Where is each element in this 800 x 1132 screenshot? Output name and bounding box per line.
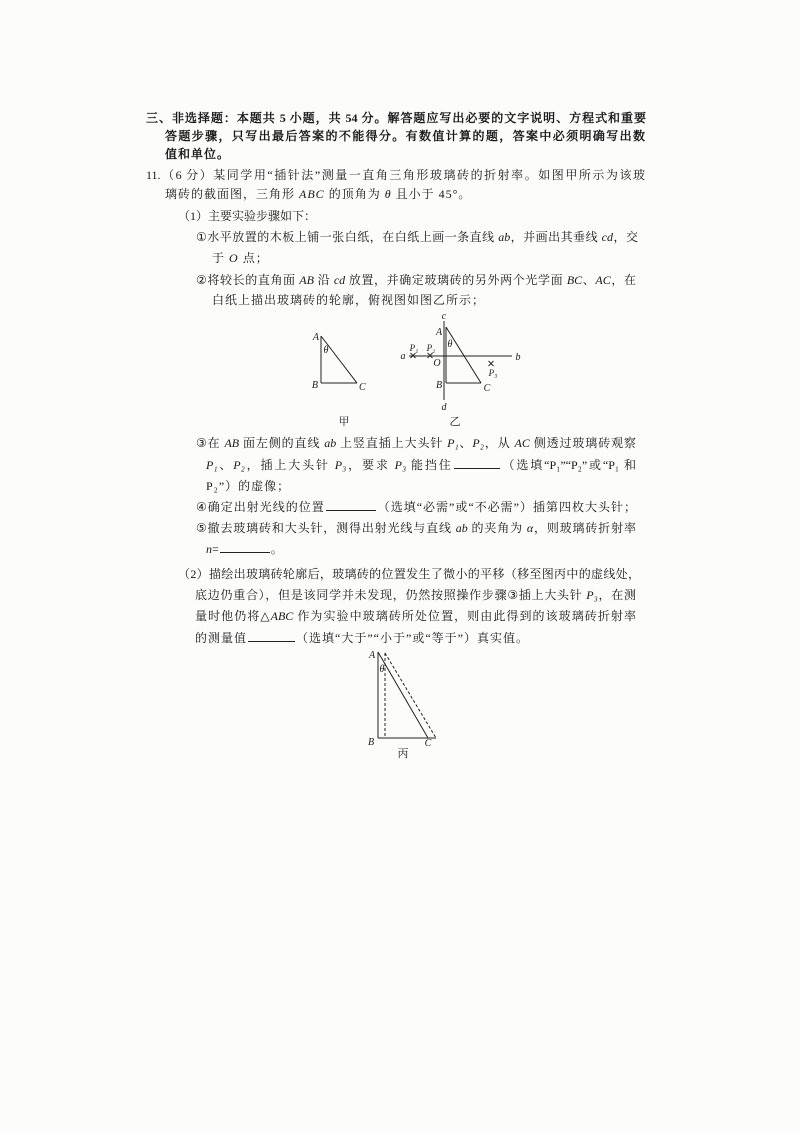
label-theta: θ xyxy=(323,345,329,356)
section-instructions-line-2: 答题步骤，只写出最后答案的不能得分。有数值计算的题，答案中必须明确写出数 xyxy=(165,129,645,143)
math-var-abc: ABC xyxy=(299,187,325,201)
step-1-line-1 xyxy=(196,228,638,246)
label-c: C xyxy=(424,738,432,749)
step-text: ，则玻璃砖折射率 xyxy=(533,521,636,535)
step-text: 上竖直插上大头针 xyxy=(336,436,448,450)
label-vertex-c: C xyxy=(483,383,491,394)
step-5-line-2 xyxy=(206,540,283,558)
step-text: 侧透过玻璃砖观察 xyxy=(529,436,636,450)
part-2-line-3 xyxy=(195,607,636,625)
math-var-cd: cd xyxy=(601,230,613,244)
step-text: 能挡住 xyxy=(406,458,453,472)
step-1-line-2 xyxy=(212,249,269,267)
label-c: C xyxy=(359,382,366,393)
step-text: ④确定出射光线的位置 xyxy=(196,500,325,514)
math-var-p3: P₃ xyxy=(586,588,598,602)
math-var-p1: P₁ xyxy=(206,458,218,472)
step-text: 于 xyxy=(212,251,230,265)
label-a: A xyxy=(312,332,319,343)
step-text: 沿 xyxy=(313,273,334,287)
label-p3: P₃ xyxy=(488,368,498,378)
step-text: 。 xyxy=(270,542,283,556)
part-text: 作为实验中玻璃砖所处位置，则由此得到的该玻璃砖折射率 xyxy=(293,609,636,623)
equals-sign: = xyxy=(212,542,219,556)
step-text: 面左侧的直线 xyxy=(239,436,325,450)
math-var-ab: ab xyxy=(455,521,468,535)
label-b: B xyxy=(311,380,318,391)
step-text: ①水平放置的木板上铺一张白纸，在白纸上画一条直线 xyxy=(196,230,499,244)
math-var-p3: P₃ xyxy=(334,458,347,472)
section-instructions-line-3: 值和单位。 xyxy=(165,147,231,161)
question-stem-line-1: 11.（6 分）某同学用“插针法”测量一直角三角形玻璃砖的折射率。如图甲所示为该玻 xyxy=(146,168,645,182)
pin-marker-p3 xyxy=(489,361,494,366)
label-vertex-b: B xyxy=(435,380,443,391)
math-var-p1: P₁ xyxy=(447,436,459,450)
label-a: A xyxy=(368,650,376,661)
step-3-line-2 xyxy=(206,456,636,474)
math-var-cd: cd xyxy=(333,273,346,287)
math-var-ab: ab xyxy=(324,436,337,450)
step-text: ，交 xyxy=(613,230,638,244)
stem-text: 璃砖的截面图，三角形 xyxy=(165,187,300,201)
figure-caption: 丙 xyxy=(397,747,409,760)
step-text: ，插上大头针 xyxy=(244,458,335,472)
label-b: B xyxy=(367,737,375,748)
part-1-heading: （1）主要实验步骤如下： xyxy=(178,209,317,223)
section-instructions-line-1: 三、非选择题：本题共 5 小题，共 54 分。解答题应写出必要的文字说明、方程式和重要 xyxy=(146,111,646,125)
label-p2: P₂ xyxy=(426,343,436,353)
label-theta: θ xyxy=(447,339,453,350)
math-var-o: O xyxy=(229,251,239,265)
edge-ac xyxy=(446,327,481,383)
stem-text: 且小于 45°。 xyxy=(391,187,472,201)
part-text: ，在测 xyxy=(597,588,636,602)
part-text: 量时他仍将△ xyxy=(195,609,271,623)
answer-blank xyxy=(454,457,500,469)
step-text: ，并画出其垂线 xyxy=(510,230,602,244)
step-text: 、 xyxy=(217,458,234,472)
step-text: 点； xyxy=(238,251,269,265)
answer-blank xyxy=(326,499,376,511)
part-text: 的测量值 xyxy=(195,631,248,645)
math-var-abc: ABC xyxy=(270,609,294,623)
figure-caption: 乙 xyxy=(449,415,461,428)
edge-ac xyxy=(321,336,357,383)
part-2-line-1: （2）描绘出玻璃砖轮廓后，玻璃砖的位置发生了微小的平移（移至图丙中的虚线处， xyxy=(178,567,640,581)
label-p1: P₁ xyxy=(409,343,419,353)
figure-caption: 甲 xyxy=(338,415,350,428)
math-var-alpha: α xyxy=(526,521,534,535)
step-2-line-1 xyxy=(196,271,636,289)
step-5-line-1 xyxy=(196,519,636,537)
part-text: （选填“大于”“小于”或“等于”）真实值。 xyxy=(296,631,529,645)
label-o: O xyxy=(433,358,441,369)
math-var-p2: P₂ xyxy=(233,458,245,472)
math-var-ab: ab xyxy=(498,230,511,244)
answer-blank xyxy=(220,541,270,553)
label-vertex-a: A xyxy=(435,327,443,338)
label-theta: θ xyxy=(379,664,385,675)
math-var-ab-face: AB xyxy=(299,273,314,287)
stem-text: 的顶角为 xyxy=(324,187,385,201)
figure-yi-top-view xyxy=(395,305,530,430)
step-3-line-1 xyxy=(196,434,636,452)
step-text: 的夹角为 xyxy=(467,521,527,535)
step-text: ，从 xyxy=(483,436,515,450)
step-4-line-1 xyxy=(196,498,636,516)
label-a-end: a xyxy=(400,351,406,362)
math-var-theta: θ xyxy=(384,187,392,201)
step-text: ，在 xyxy=(610,273,636,287)
step-2-line-2: 白纸上描出玻璃砖的轮廓，俯视图如图乙所示； xyxy=(212,293,486,307)
step-text: （选填“必需”或“不必需”）插第四枚大头针； xyxy=(376,500,636,514)
step-text: ③在 xyxy=(196,436,225,450)
part-2-line-2 xyxy=(195,586,636,604)
step-text: ②将较长的直角面 xyxy=(196,273,300,287)
part-text: 底边仍重合），但是该同学并未发现，仍然按照操作步骤③插上大头针 xyxy=(195,588,587,602)
math-var-n: n xyxy=(206,542,212,556)
figure-bing-shifted-triangle xyxy=(360,645,455,760)
label-b-end: b xyxy=(515,352,521,363)
math-var-p3: P₃ xyxy=(394,458,407,472)
math-var-ab-face: AB xyxy=(224,436,240,450)
step-text: （选填“P₁”“P₂”或“P₁ 和 xyxy=(500,458,636,472)
label-d-end: d xyxy=(441,402,447,413)
shifted-edge-hypotenuse xyxy=(385,653,436,738)
label-c-end: c xyxy=(441,311,447,322)
step-3-line-3: P₂”）的虚像； xyxy=(206,479,291,493)
answer-blank xyxy=(248,630,295,642)
step-text: ⑤撤去玻璃砖和大头针，测得出射光线与直线 xyxy=(196,521,456,535)
math-var-ac: AC xyxy=(514,436,530,450)
math-var-p2: P₂ xyxy=(472,436,484,450)
step-text: 、 xyxy=(458,436,473,450)
step-text: 放置，并确定玻璃砖的另外两个光学面 xyxy=(345,273,567,287)
math-var-ac: AC xyxy=(595,273,611,287)
step-text: 、 xyxy=(582,273,596,287)
step-text: ，要求 xyxy=(346,458,395,472)
figure-jia-triangle xyxy=(300,325,380,430)
question-stem-line-2 xyxy=(165,185,471,203)
math-var-bc: BC xyxy=(566,273,583,287)
